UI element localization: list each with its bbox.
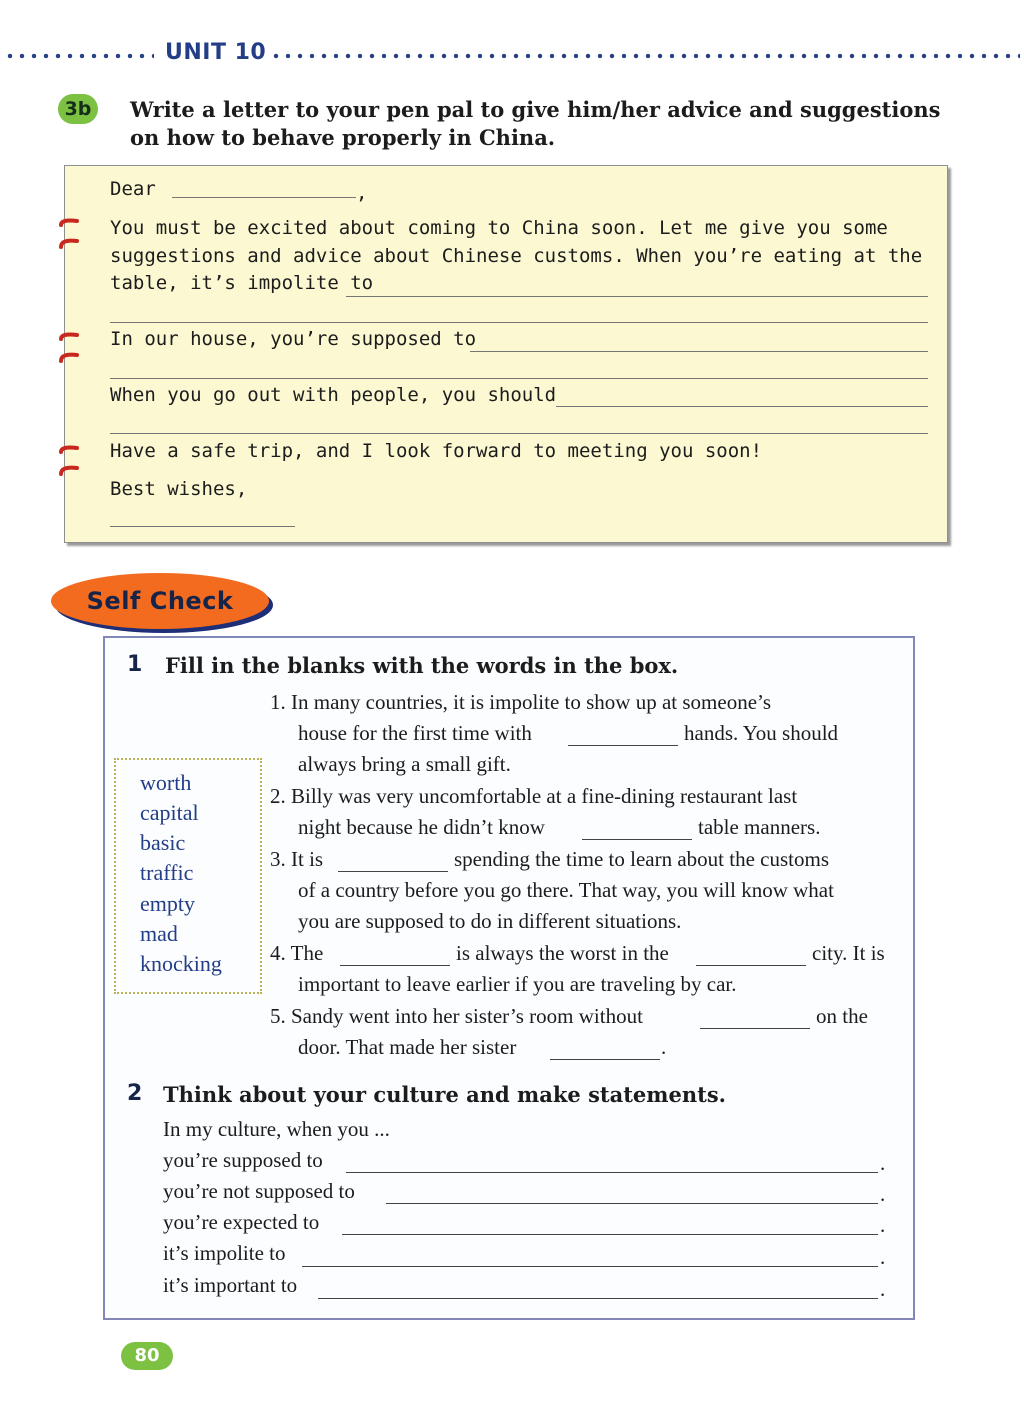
page-number: 80 <box>121 1342 173 1370</box>
letter-answer-line[interactable] <box>470 351 928 352</box>
letter-name-blank[interactable] <box>172 197 356 198</box>
culture-answer-line[interactable] <box>386 1203 878 1204</box>
word-box-item: capital <box>140 800 199 825</box>
word-box-item: basic <box>140 830 186 855</box>
exercise-badge-3b: 3b <box>58 94 98 124</box>
sentence-text: important to leave earlier if you are traveling by car. <box>298 972 737 996</box>
sentence-text: city. It is <box>812 941 885 965</box>
culture-prompt: it’s important to <box>163 1273 298 1297</box>
sentence-text: 3. It is <box>270 847 324 871</box>
letter-answer-line[interactable] <box>110 378 928 379</box>
fill-blank[interactable] <box>582 839 692 840</box>
culture-prompt: you’re supposed to <box>163 1148 323 1172</box>
letter-paragraph-line: In our house, you’re supposed to <box>110 328 477 350</box>
letter-paragraph-line: Have a safe trip, and I look forward to meeting you soon! <box>110 440 763 462</box>
letter-answer-line[interactable] <box>110 322 928 323</box>
hook-icon <box>55 331 81 371</box>
sentence-text: 2. Billy was very uncomfortable at a fine-dining restaurant last <box>270 784 798 808</box>
unit-title: UNIT 10 <box>165 40 267 65</box>
culture-period: . <box>880 1151 886 1175</box>
letter-paragraph-line: suggestions and advice about Chinese customs. When you’re eating at the <box>110 245 923 267</box>
sentence-text: of a country before you go there. That way, you will know what <box>298 878 834 902</box>
sentence-text: is always the worst in the <box>456 941 669 965</box>
culture-period: . <box>880 1277 886 1301</box>
fill-blank[interactable] <box>696 965 806 966</box>
sentence-text: table manners. <box>698 815 821 839</box>
word-box-item: traffic <box>140 860 194 885</box>
letter-paragraph-line: You must be excited about coming to China soon. Let me give you some <box>110 217 888 239</box>
fill-blank[interactable] <box>338 871 448 872</box>
letter-paragraph-line: table, it’s impolite to <box>110 272 374 294</box>
letter-signature-blank[interactable] <box>110 526 295 527</box>
letter-answer-line[interactable] <box>346 296 928 297</box>
hook-icon <box>55 444 81 484</box>
fill-blank[interactable] <box>700 1028 810 1029</box>
fill-blank[interactable] <box>550 1059 660 1060</box>
sentence-text: night because he didn’t know <box>298 815 545 839</box>
culture-period: . <box>880 1245 886 1269</box>
letter-answer-line[interactable] <box>556 406 928 407</box>
exercise-instruction: Write a letter to your pen pal to give him/her advice and suggestions on how to behave properly in China. <box>130 97 941 150</box>
sentence-text: 5. Sandy went into her sister’s room without <box>270 1004 643 1028</box>
letter-comma: , <box>356 182 368 204</box>
sentence-text: door. That made her sister <box>298 1035 517 1059</box>
sentence-text: spending the time to learn about the customs <box>454 847 830 871</box>
culture-prompt: it’s impolite to <box>163 1241 286 1265</box>
question-1-number: 1 <box>127 652 143 677</box>
culture-answer-line[interactable] <box>318 1298 878 1299</box>
sentence-text: you are supposed to do in different situations. <box>298 909 682 933</box>
header-dots-left <box>4 52 154 60</box>
sentence-text: on the <box>816 1004 868 1028</box>
culture-answer-line[interactable] <box>342 1234 878 1235</box>
letter-dear: Dear <box>110 178 156 200</box>
culture-prompt: you’re not supposed to <box>163 1179 355 1203</box>
letter-answer-line[interactable] <box>110 433 928 434</box>
question-2-title: Think about your culture and make statements. <box>163 1082 726 1107</box>
culture-prompt: you’re expected to <box>163 1210 320 1234</box>
question-1-title: Fill in the blanks with the words in the box. <box>165 653 679 678</box>
self-check-label: Self Check <box>51 573 269 629</box>
sentence-text: 4. The <box>270 941 324 965</box>
sentence-text: always bring a small gift. <box>298 752 511 776</box>
sentence-text: . <box>661 1035 667 1059</box>
culture-period: . <box>880 1182 886 1206</box>
culture-answer-line[interactable] <box>302 1266 878 1267</box>
fill-blank[interactable] <box>340 965 450 966</box>
word-box-item: knocking <box>140 951 222 976</box>
letter-paragraph-line: When you go out with people, you should <box>110 384 557 406</box>
sentence-text: hands. You should <box>684 721 839 745</box>
sentence-text: house for the first time with <box>298 721 532 745</box>
culture-intro: In my culture, when you ... <box>163 1117 390 1141</box>
culture-period: . <box>880 1213 886 1237</box>
word-box-item: worth <box>140 770 192 795</box>
culture-answer-line[interactable] <box>346 1172 878 1173</box>
letter-closing: Best wishes, <box>110 478 248 500</box>
hook-icon <box>55 217 81 257</box>
header-dots-right <box>270 52 1020 60</box>
word-box-item: empty <box>140 891 195 916</box>
word-box-item: mad <box>140 921 178 946</box>
fill-blank[interactable] <box>568 745 678 746</box>
sentence-text: 1. In many countries, it is impolite to show up at someone’s <box>270 690 772 714</box>
question-2-number: 2 <box>127 1081 143 1106</box>
